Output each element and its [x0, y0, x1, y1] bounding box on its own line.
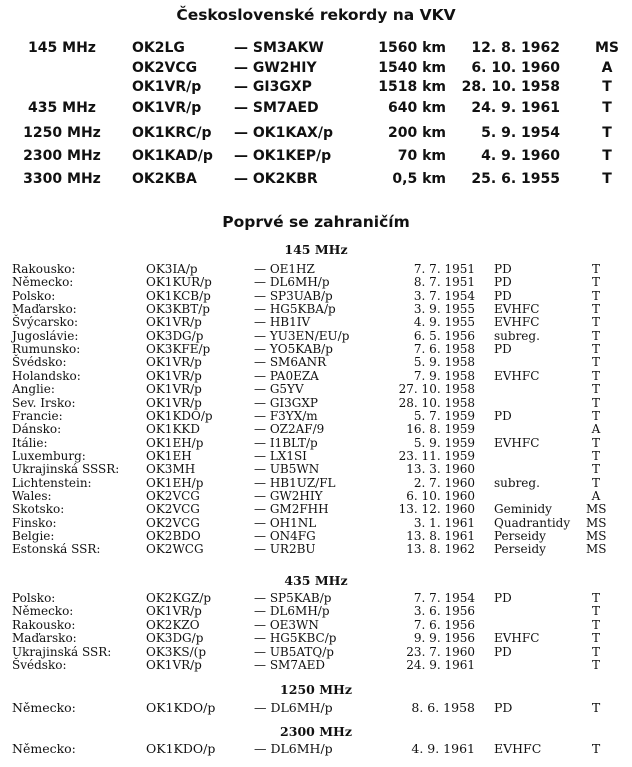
contact-type: T [591, 658, 600, 672]
contact-call-1: OK1KDO/p [146, 700, 216, 715]
record-date: 5. 9. 1954 [481, 125, 560, 141]
contact-date: 7. 9. 1958 [413, 368, 475, 383]
contact-date: 7. 6. 1956 [413, 617, 475, 632]
contact-call-1: OK1EH [146, 448, 192, 463]
contact-country: Německo: [12, 700, 76, 715]
contact-row [0, 449, 632, 463]
contact-type: T [591, 342, 600, 357]
record-call-2: — GW2HIY [234, 60, 317, 76]
contact-call-2: — UB5WN [254, 462, 320, 477]
contact-mode: PD [494, 262, 512, 276]
contact-call-1: OK1KDO/p [146, 741, 216, 756]
contact-row [0, 289, 632, 303]
contact-mode: PD [494, 700, 513, 715]
contact-type: MS [586, 529, 607, 543]
record-distance: 0,5 km [392, 171, 446, 187]
contact-type: T [591, 644, 600, 659]
contact-country: Sev. Irsko: [12, 395, 76, 410]
contact-row [0, 516, 632, 530]
contact-call-1: OK2VCG [146, 488, 200, 503]
record-band: 145 MHz [28, 40, 96, 56]
contact-date: 5. 7. 1959 [413, 408, 475, 423]
contact-date: 13. 12. 1960 [398, 502, 475, 517]
record-call-2: — OK2KBR [234, 171, 318, 187]
contact-call-2: — HG5KBA/p [254, 302, 336, 317]
record-band: 3300 MHz [23, 171, 101, 187]
contact-row [0, 262, 632, 276]
contact-row [0, 658, 632, 672]
contact-call-1: OK1VR/p [146, 355, 202, 370]
record-date: 24. 9. 1961 [471, 100, 560, 116]
contact-country: Rumunsko: [12, 342, 81, 357]
record-date: 25. 6. 1955 [471, 171, 560, 187]
contact-type: T [591, 395, 600, 410]
contact-country: Maďarsko: [12, 631, 77, 646]
contact-type: T [591, 462, 600, 477]
contact-date: 5. 9. 1959 [413, 435, 475, 450]
contact-row [0, 275, 632, 289]
record-distance: 1560 km [378, 40, 446, 56]
contact-call-2: — HB1UZ/FL [254, 475, 336, 490]
contact-date: 16. 8. 1959 [406, 422, 475, 437]
contact-mode: PD [494, 275, 512, 290]
contact-date: 13. 8. 1961 [406, 529, 475, 543]
contact-call-2: — DL6MH/p [254, 275, 330, 290]
contact-row [0, 436, 632, 450]
record-call-1: OK2LG [132, 40, 185, 56]
contact-type: T [591, 382, 600, 397]
contact-mode: EVHFC [494, 302, 540, 317]
contact-country: Rakousko: [12, 617, 76, 632]
contact-type: T [591, 275, 600, 290]
contact-row [0, 542, 632, 556]
contact-row [0, 604, 632, 618]
record-mode: A [601, 60, 613, 76]
record-mode: MS [594, 40, 619, 56]
contact-date: 28. 10. 1958 [398, 395, 475, 410]
contact-country: Německo: [12, 275, 74, 290]
contact-call-2: — YO5KAB/p [254, 342, 333, 357]
contact-date: 27. 10. 1958 [398, 382, 475, 397]
contact-row [0, 355, 632, 369]
contact-row [0, 422, 632, 436]
record-call-2: — SM3AKW [234, 40, 324, 56]
contact-call-1: OK3MH [146, 462, 196, 477]
contact-call-2: — HB1IV [254, 315, 311, 330]
record-row [0, 79, 632, 99]
contact-date: 7. 7. 1951 [413, 262, 475, 276]
contact-country: Švédsko: [12, 355, 67, 370]
contact-call-2: — OZ2AF/9 [254, 422, 325, 437]
contact-country: Polsko: [12, 591, 56, 605]
contact-date: 23. 11. 1959 [398, 448, 475, 463]
contact-call-1: OK1VR/p [146, 368, 202, 383]
contact-country: Maďarsko: [12, 302, 77, 317]
contact-call-2: — GI3GXP [254, 395, 318, 410]
contact-row [0, 462, 632, 476]
contact-date: 2. 7. 1960 [413, 475, 475, 490]
contact-row [0, 502, 632, 516]
contact-row [0, 741, 632, 757]
band-heading: 435 MHz [284, 573, 348, 588]
contact-country: Estonská SSR: [12, 542, 101, 557]
contact-date: 4. 9. 1955 [413, 315, 475, 330]
contact-type: T [591, 355, 600, 370]
record-call-2: — OK1KEP/p [234, 148, 332, 164]
record-date: 4. 9. 1960 [481, 148, 560, 164]
contact-row [0, 476, 632, 490]
record-call-2: — GI3GXP [234, 79, 312, 95]
contact-type: T [591, 302, 600, 317]
contact-mode: Perseidy [494, 529, 546, 543]
contact-date: 13. 8. 1962 [406, 542, 475, 557]
contact-call-1: OK1KKD [146, 422, 200, 437]
contact-call-2: — PA0EZA [254, 368, 319, 383]
contact-call-1: OK1VR/p [146, 658, 202, 672]
contact-mode: Quadrantidy [494, 515, 571, 530]
contact-call-2: — DL6MH/p [254, 700, 333, 715]
record-band: 435 MHz [28, 100, 96, 116]
contact-mode: subreg. [494, 475, 540, 490]
contact-call-2: — GW2HIY [254, 488, 323, 503]
record-call-1: OK2KBA [132, 171, 197, 187]
contact-mode: EVHFC [494, 631, 540, 646]
contact-country: Itálie: [12, 435, 48, 450]
contact-call-2: — ON4FG [254, 529, 316, 543]
contact-row [0, 382, 632, 396]
record-band: 1250 MHz [23, 125, 101, 141]
contact-date: 9. 9. 1956 [413, 631, 475, 646]
contact-country: Belgie: [12, 529, 55, 543]
record-mode: T [602, 171, 612, 187]
contact-mode: PD [494, 408, 512, 423]
record-call-1: OK1KAD/p [132, 148, 213, 164]
contact-date: 13. 3. 1960 [406, 462, 475, 477]
contact-country: Německo: [12, 741, 76, 756]
record-distance: 200 km [388, 125, 446, 141]
contact-call-2: — OE1HZ [254, 262, 315, 276]
contact-country: Wales: [12, 488, 52, 503]
contact-type: A [591, 422, 601, 437]
contact-type: T [591, 741, 601, 756]
contact-mode: EVHFC [494, 435, 540, 450]
contact-date: 3. 7. 1954 [413, 288, 475, 303]
contact-country: Švýcarsko: [12, 315, 79, 330]
record-row [0, 100, 632, 120]
contact-call-2: — I1BLT/p [254, 435, 318, 450]
contact-call-1: OK1KUR/p [146, 275, 212, 290]
contact-date: 6. 10. 1960 [406, 488, 475, 503]
contact-type: T [591, 700, 601, 715]
contact-date: 3. 6. 1956 [413, 604, 475, 619]
contact-call-1: OK3IA/p [146, 262, 198, 276]
contact-date: 3. 9. 1955 [413, 302, 475, 317]
contact-mode: EVHFC [494, 741, 542, 756]
contact-country: Švédsko: [12, 658, 67, 672]
contact-date: 7. 6. 1958 [413, 342, 475, 357]
contact-type: T [591, 288, 600, 303]
contact-mode: PD [494, 644, 512, 659]
contact-date: 7. 7. 1954 [413, 591, 475, 605]
contact-country: Ukrajinská SSR: [12, 644, 112, 659]
record-date: 6. 10. 1960 [471, 60, 560, 76]
record-mode: T [602, 79, 612, 95]
contact-call-2: — F3YX/m [254, 408, 318, 423]
contact-call-2: — SM7AED [254, 658, 326, 672]
record-distance: 1540 km [378, 60, 446, 76]
contact-call-1: OK3KBT/p [146, 302, 210, 317]
contact-mode: PD [494, 342, 512, 357]
contact-type: T [591, 315, 600, 330]
contact-date: 4. 9. 1961 [411, 741, 475, 756]
contact-mode: subreg. [494, 328, 540, 343]
record-row [0, 125, 632, 145]
contact-row [0, 631, 632, 645]
contact-country: Lichtenstein: [12, 475, 92, 490]
contact-country: Holandsko: [12, 368, 81, 383]
contact-type: T [591, 591, 600, 605]
contact-call-2: — SM6ANR [254, 355, 327, 370]
contact-country: Rakousko: [12, 262, 76, 276]
contact-country: Luxemburg: [12, 448, 86, 463]
record-call-2: — OK1KAX/p [234, 125, 333, 141]
band-heading: 145 MHz [284, 242, 348, 257]
record-distance: 640 km [388, 100, 446, 116]
contact-type: MS [586, 542, 607, 557]
band-heading: 2300 MHz [280, 724, 352, 739]
contact-call-1: OK1EH/p [146, 435, 204, 450]
contact-call-1: OK3KS/(p [146, 644, 207, 659]
first-contacts-title: Poprvé se zahraničím [222, 213, 410, 231]
record-call-1: OK1KRC/p [132, 125, 212, 141]
contact-call-1: OK2VCG [146, 502, 200, 517]
contact-row [0, 369, 632, 383]
contact-date: 6. 5. 1956 [413, 328, 475, 343]
record-band: 2300 MHz [23, 148, 101, 164]
contact-date: 23. 7. 1960 [406, 644, 475, 659]
contact-type: T [591, 368, 600, 383]
contact-type: A [591, 488, 601, 503]
contact-call-1: OK2VCG [146, 515, 200, 530]
contact-call-2: — OH1NL [254, 515, 317, 530]
record-mode: T [602, 148, 612, 164]
record-call-1: OK2VCG [132, 60, 198, 76]
contact-call-2: — DL6MH/p [254, 604, 330, 619]
record-call-1: OK1VR/p [132, 79, 202, 95]
contact-country: Polsko: [12, 288, 56, 303]
record-mode: T [602, 125, 612, 141]
contact-call-1: OK3DG/p [146, 328, 204, 343]
contact-call-1: OK1KDO/p [146, 408, 213, 423]
contact-row [0, 329, 632, 343]
contact-mode: Perseidy [494, 542, 546, 557]
contact-row [0, 529, 632, 543]
contact-call-1: OK3KFE/p [146, 342, 211, 357]
contact-type: T [591, 617, 600, 632]
record-date: 28. 10. 1958 [461, 79, 560, 95]
contact-type: T [591, 604, 600, 619]
contact-call-1: OK1VR/p [146, 315, 202, 330]
contact-country: Jugoslávie: [12, 328, 79, 343]
contact-row [0, 645, 632, 659]
contact-type: MS [586, 502, 607, 517]
contact-call-1: OK1EH/p [146, 475, 204, 490]
contact-call-2: — UR2BU [254, 542, 316, 557]
contact-date: 3. 1. 1961 [413, 515, 475, 530]
record-mode: T [602, 100, 612, 116]
contact-type: MS [586, 515, 607, 530]
record-distance: 70 km [397, 148, 446, 164]
contact-mode: EVHFC [494, 315, 540, 330]
contact-call-1: OK1VR/p [146, 395, 202, 410]
contact-call-1: OK1VR/p [146, 604, 202, 619]
contact-country: Německo: [12, 604, 74, 619]
contact-date: 8. 6. 1958 [411, 700, 475, 715]
contact-row [0, 591, 632, 605]
contact-call-2: — DL6MH/p [254, 741, 333, 756]
contact-row [0, 489, 632, 503]
contact-call-2: — SP3UAB/p [254, 288, 333, 303]
contact-call-1: OK2KGZ/p [146, 591, 212, 605]
contact-row [0, 302, 632, 316]
contact-date: 5. 9. 1958 [413, 355, 475, 370]
contact-call-2: — HG5KBC/p [254, 631, 337, 646]
record-call-1: OK1VR/p [132, 100, 202, 116]
contact-type: T [591, 435, 600, 450]
record-row [0, 148, 632, 168]
contact-country: Dánsko: [12, 422, 62, 437]
contact-mode: PD [494, 288, 512, 303]
contact-type: T [591, 408, 600, 423]
contact-type: T [591, 448, 600, 463]
record-call-2: — SM7AED [234, 100, 319, 116]
contact-country: Anglie: [12, 382, 55, 397]
contact-country: Finsko: [12, 515, 57, 530]
contact-country: Francie: [12, 408, 63, 423]
contact-mode: PD [494, 591, 512, 605]
contact-row [0, 342, 632, 356]
contact-row [0, 700, 632, 716]
contact-call-2: — OE3WN [254, 617, 319, 632]
contact-call-1: OK1KCB/p [146, 288, 211, 303]
contact-call-1: OK3DG/p [146, 631, 204, 646]
record-row [0, 171, 632, 191]
contact-call-2: — SP5KAB/p [254, 591, 332, 605]
contact-call-1: OK2KZO [146, 617, 200, 632]
contact-row [0, 618, 632, 632]
contact-call-1: OK2BDO [146, 529, 201, 543]
record-row [0, 60, 632, 80]
contact-row [0, 396, 632, 410]
contact-call-1: OK1VR/p [146, 382, 202, 397]
contact-call-2: — LX1SI [254, 448, 307, 463]
contact-call-2: — YU3EN/EU/p [254, 328, 350, 343]
record-date: 12. 8. 1962 [471, 40, 560, 56]
contact-date: 24. 9. 1961 [406, 658, 475, 672]
record-row [0, 40, 632, 60]
contact-call-2: — G5YV [254, 382, 304, 397]
contact-row [0, 315, 632, 329]
record-distance: 1518 km [378, 79, 446, 95]
contact-mode: EVHFC [494, 368, 540, 383]
contact-row [0, 409, 632, 423]
contact-call-2: — GM2FHH [254, 502, 329, 517]
contact-mode: Geminidy [494, 502, 552, 517]
contact-call-2: — UB5ATQ/p [254, 644, 334, 659]
contact-country: Skotsko: [12, 502, 65, 517]
contact-type: T [591, 475, 600, 490]
contact-type: T [591, 262, 600, 276]
records-title: Československé rekordy na VKV [176, 6, 456, 24]
contact-type: T [591, 328, 600, 343]
contact-date: 8. 7. 1951 [413, 275, 475, 290]
band-heading: 1250 MHz [280, 682, 352, 697]
contact-type: T [591, 631, 600, 646]
contact-call-1: OK2WCG [146, 542, 204, 557]
contact-country: Ukrajinská SSSR: [12, 462, 120, 477]
